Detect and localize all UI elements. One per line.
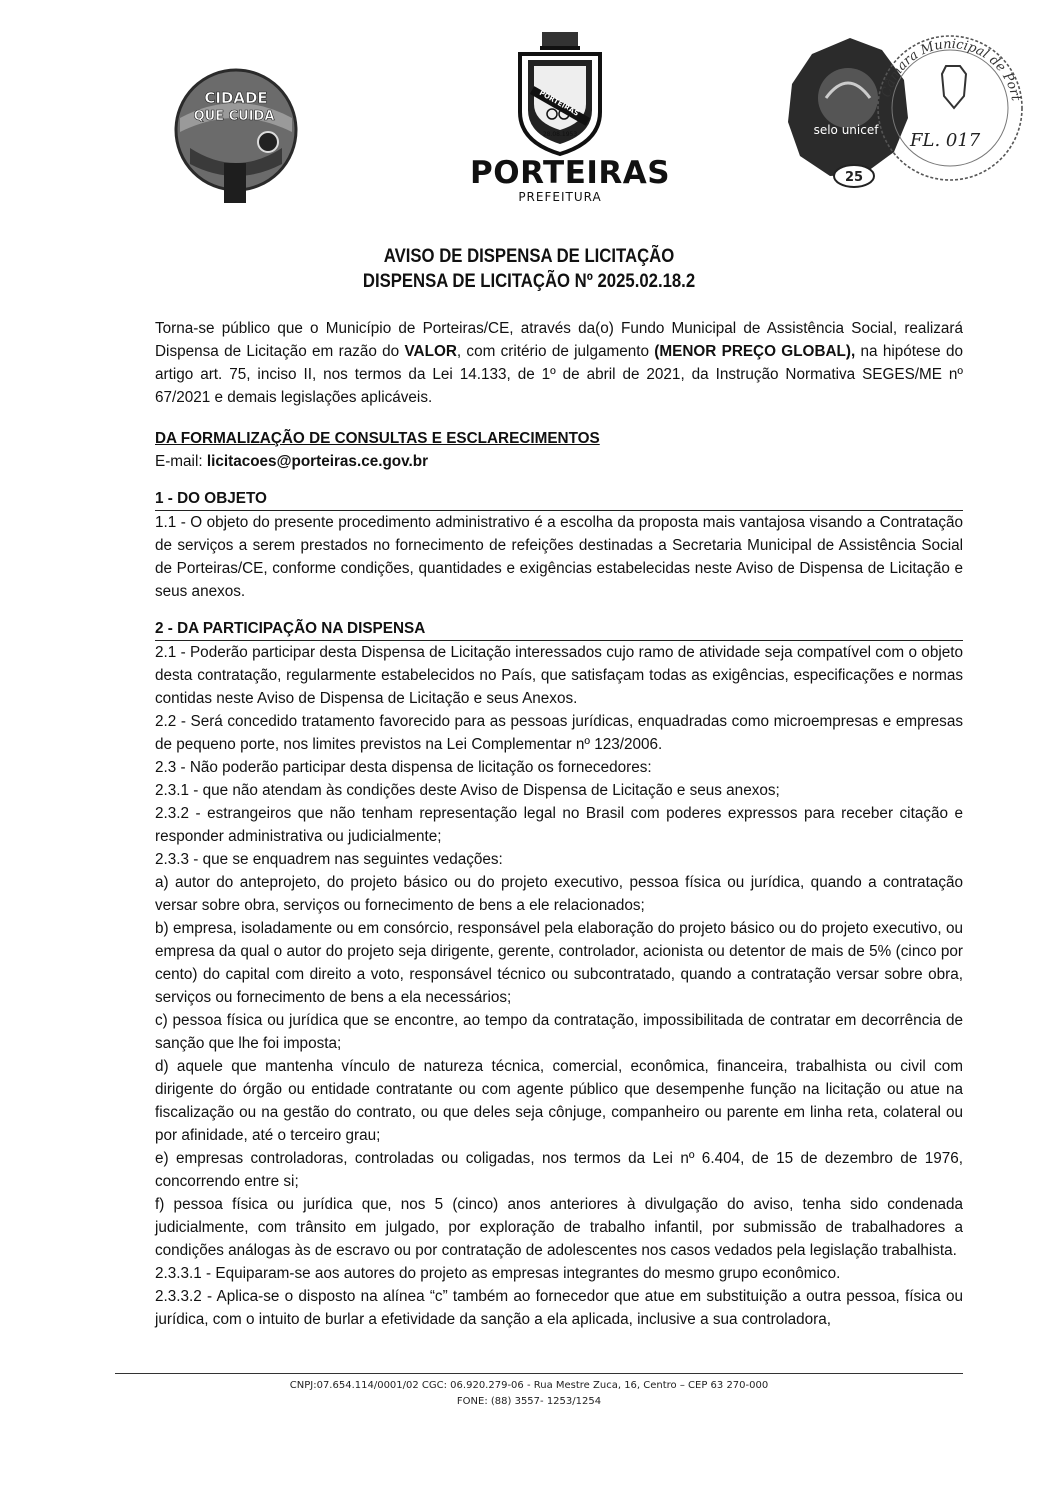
selo-unicef-and-stamp <box>786 28 1026 210</box>
seal-label: selo unicef <box>813 123 879 137</box>
participacao-item: b) empresa, isoladamente ou em consórcio, responsável pela elaboração do projeto básico ou do projeto executivo, ou empresa da qual o autor do projeto seja dirigente, gerente, controlador, acionista ou detentor de mais de 5% (cinco por cento) do capital com direito a voto, responsável técnico ou subcontratado, quando a contratação versar sobre obra, serviços ou fornecimento de bens a ela necessários; <box>155 920 963 1006</box>
participacao-item: 2.3.3 - que se enquadrem nas seguintes vedações: <box>155 851 503 868</box>
participacao-item: 2.2 - Será concedido tratamento favorecido para as pessoas jurídicas, enquadradas como microempresas e empresas de pequeno porte, nos limites previstos na Lei Complementar nº 123/2006. <box>155 713 963 753</box>
participacao-item: a) autor do anteprojeto, do projeto básico ou do projeto executivo, pessoa física ou jurídica, quando a contratação versar sobre obra, serviços ou fornecimento de bens a ele relacionados; <box>155 874 963 914</box>
footer-address: CNPJ:07.654.114/0001/02 CGC: 06.920.279-06 - Rua Mestre Zuca, 16, Centro – CEP 63 270-000 <box>289 1380 769 1391</box>
document-subtitle: DISPENSA DE LICITAÇÃO Nº 2025.02.18.2 <box>362 271 696 292</box>
cidade-que-cuida-logo <box>170 68 302 204</box>
intro-criterio: (MENOR PREÇO GLOBAL), <box>654 343 856 360</box>
participacao-item: 2.3.2 - estrangeiros que não tenham representação legal no Brasil com poderes expressos para receber citação e responder administrativa ou judicialmente; <box>155 805 963 845</box>
footer-phone: FONE: (88) 3557- 1253/1254 <box>456 1396 602 1407</box>
left-logo-text-2: QUE CUIDA <box>193 109 275 124</box>
footer-divider <box>115 1373 963 1374</box>
participacao-item: 2.1 - Poderão participar desta Dispensa de Licitação interessados cujo ramo de atividade seja compatível com o objeto desta contratação, regularmente estabelecidos no País, que satisfaçam todas as exigências, especificações e normas contidas neste Aviso de Dispensa de Licitação e seus Anexos. <box>155 644 963 707</box>
email-line <box>155 450 963 473</box>
participacao-item: e) empresas controladoras, controladas ou coligadas, nos termos da Lei nº 6.404, de 15 de dezembro de 1976, concorrendo entre si; <box>155 1150 963 1190</box>
participacao-item: 2.3.3.1 - Equiparam-se aos autores do projeto as empresas integrantes do mesmo grupo econômico. <box>155 1265 841 1282</box>
email-label: E-mail: <box>155 453 207 470</box>
porteiras-prefeitura-logo <box>470 30 671 210</box>
intro-text-1: Torna-se público que o Município de Porteiras/CE, através da(o) Fundo Municipal de Assistência Social, realizará Dispensa de Licitação em razão do <box>155 320 963 360</box>
brand-name: PORTEIRAS <box>470 155 671 191</box>
participacao-item: f) pessoa física ou jurídica que, nos 5 (cinco) anos anteriores à divulgação do aviso, tenha sido condenada judicialmente, com trânsito em julgado, por exploração de trabalho infantil, por submissão de trabalhadores a condições análogas às de escravo ou por contratação de adolescentes nos casos vedados pela legislação trabalhista. <box>155 1196 963 1259</box>
porteiras-crest-icon <box>512 30 608 158</box>
participacao-item: 2.3 - Não poderão participar desta dispensa de licitação os fornecedores: <box>155 759 652 776</box>
participacao-item: 2.3.3.2 - Aplica-se o disposto na alínea “c” também ao fornecedor que atue em substituição a outra pessoa, física ou jurídica, com o intuito de burlar a efetividade da sanção a ela aplicada, inclusive a sua controladora, <box>155 1288 963 1328</box>
objeto-heading: 1 - DO OBJETO <box>155 487 963 511</box>
brand-sub: PREFEITURA <box>518 190 602 204</box>
intro-valor: VALOR <box>404 343 457 360</box>
seal-number: 25 <box>844 170 864 185</box>
left-logo-text-1: CIDADE <box>204 89 268 107</box>
handwritten-folio: FL. 017 <box>910 130 981 151</box>
crest-date: 28.08.1953 <box>542 131 578 138</box>
participacao-item: c) pessoa física ou jurídica que se encontre, ao tempo da contratação, impossibilitada de contratar em decorrência de sanção que lhe foi imposta; <box>155 1012 963 1052</box>
document-title: AVISO DE DISPENSA DE LICITAÇÃO <box>383 246 675 267</box>
intro-text-2: , com critério de julgamento <box>456 343 655 360</box>
participacao-item: 2.3.1 - que não atendam às condições deste Aviso de Dispensa de Licitação e seus anexos; <box>155 782 780 799</box>
objeto-text: 1.1 - O objeto do presente procedimento administrativo é a escolha da proposta mais vantajosa visando a Contratação de serviços a serem prestados no fornecimento de refeições destinadas a Secretaria Municipal de Assistência Social de Porteiras/CE, conforme condições, quantidades e exigências estabelecidas neste Aviso de Dispensa de Licitação e seus anexos. <box>155 514 963 600</box>
participacao-item: d) aquele que mantenha vínculo de natureza técnica, comercial, econômica, financeira, trabalhista ou civil com dirigente do órgão ou entidade contratante ou com agente público que desempenhe função na licitação ou atue na fiscalização ou na gestão do contrato, ou que deles seja cônjuge, companheiro ou parente em linha reta, colateral ou por afinidade, até o terceiro grau; <box>155 1058 963 1144</box>
consultas-heading: DA FORMALIZAÇÃO DE CONSULTAS E ESCLARECIMENTOS <box>155 430 600 447</box>
crest-ribbon: PORTEIRAS <box>537 88 581 118</box>
email-link[interactable]: licitacoes@porteiras.ce.gov.br <box>206 453 429 470</box>
document-body <box>155 317 963 1331</box>
coat-of-arms-icon <box>942 66 966 108</box>
participacao-heading: 2 - DA PARTICIPAÇÃO NA DISPENSA <box>155 617 963 641</box>
stamp-text: Câmara Municipal de Port <box>879 36 1024 103</box>
intro-paragraph <box>155 317 963 409</box>
intro-text-3: na hipótese do artigo art. 75, inciso II, nos termos da Lei 14.133, de 1º de abril de 2021, da Instrução Normativa SEGES/ME nº 67/2021 e demais legislações aplicáveis. <box>155 343 963 406</box>
